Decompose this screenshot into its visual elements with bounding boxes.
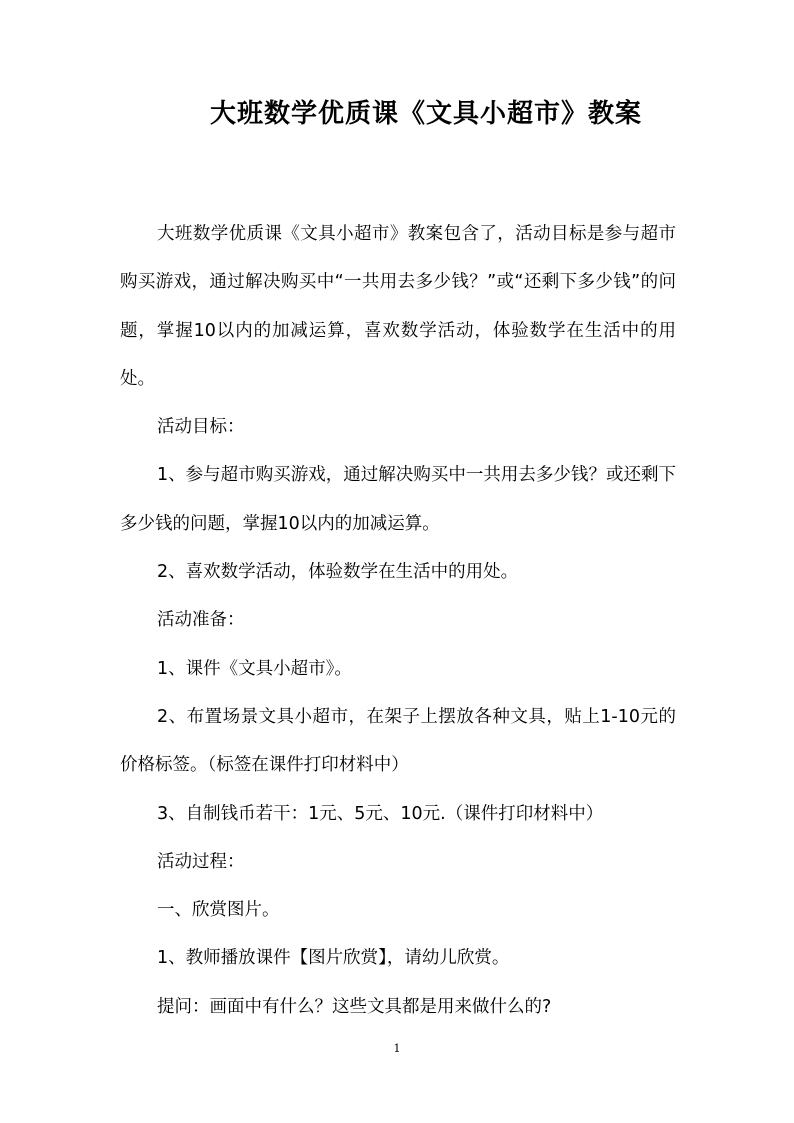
preparation-item-3: 3、自制钱币若干：1元、5元、10元.（课件打印材料中） (157, 803, 604, 824)
preparation-item-1: 1、课件《文具小超市》。 (157, 658, 352, 679)
document-body (120, 210, 676, 1031)
preparation-item-2: 2、布置场景文具小超市，在架子上摆放各种文具，贴上1-10元的价格标签。（标签在课件打印材料中） (120, 706, 676, 776)
section-heading-preparation: 活动准备： (157, 610, 245, 631)
intro-paragraph: 大班数学优质课《文具小超市》教案包含了，活动目标是参与超市购买游戏，通过解决购买中“一共用去多少钱？”或“还剩下多少钱”的问题，掌握10以内的加减运算，喜欢数学活动，体验数学在生活中的用处。 (120, 224, 676, 389)
goal-item-1: 1、参与超市购买游戏，通过解决购买中一共用去多少钱？或还剩下多少钱的问题，掌握10以内的加减运算。 (120, 465, 676, 534)
goal-item-2: 2、喜欢数学活动，体验数学在生活中的用处。 (157, 562, 519, 583)
section-heading-process: 活动过程： (157, 851, 245, 872)
page-number: 1 (393, 1042, 401, 1055)
document-title-text: 大班数学优质课《文具小超市》教案 (209, 99, 642, 129)
section-heading-goals: 活动目标： (157, 417, 245, 438)
process-substep-1: 1、教师播放课件【图片欣赏】，请幼儿欣赏。 (157, 948, 510, 969)
document-title (0, 94, 794, 134)
process-question: 提问：画面中有什么？这些文具都是用来做什么的? (157, 996, 552, 1017)
process-step-1: 一、欣赏图片。 (157, 900, 280, 921)
